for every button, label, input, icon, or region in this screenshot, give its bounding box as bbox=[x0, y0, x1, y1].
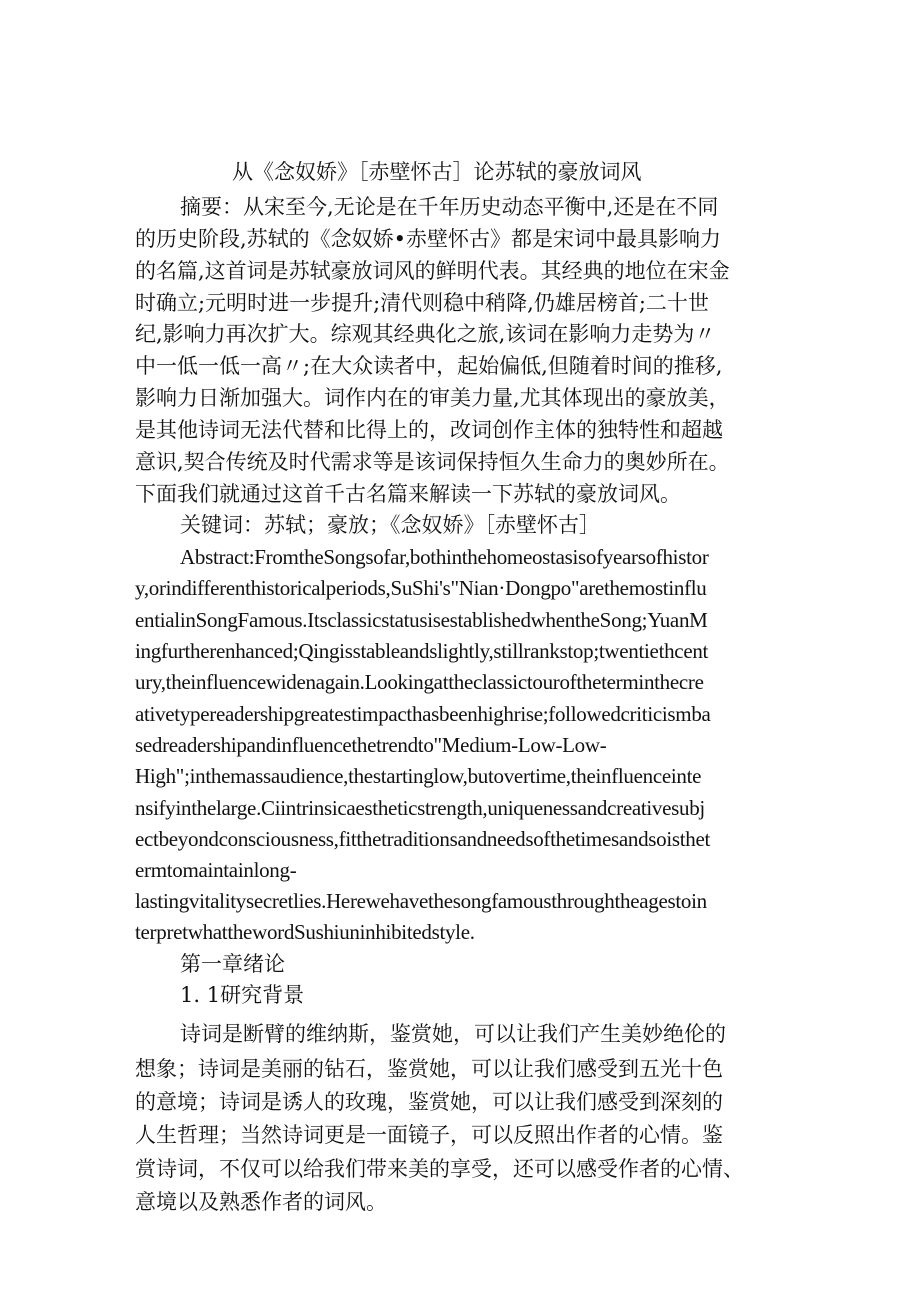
abstract-line: 纪,影响力再次扩大。综观其经典化之旅,该词在影响力走势为〃 bbox=[135, 322, 716, 346]
abstract-en-line: sedreadershipandinfluencethetrendto"Medium-Low-Low- bbox=[135, 733, 607, 757]
abstract-en-line: High";inthemassaudience,thestartinglow,butovertime,theinfluenceinte bbox=[135, 764, 702, 788]
abstract-en-line: nsifyinthelarge.Ciintrinsicaestheticstrength,uniquenessandcreativesubj bbox=[135, 796, 705, 820]
abstract-en-line: entialinSongFamous.ItsclassicstatusisestablishedwhentheSong;YuanM bbox=[135, 608, 708, 632]
abstract-line: 意识,契合传统及时代需求等是该词保持恒久生命力的奥妙所在。 bbox=[135, 450, 730, 474]
abstract-en-line: ativetypereadershipgreatestimpacthasbeenhighrise;followedcriticismba bbox=[135, 702, 711, 726]
abstract-en-line: lastingvitalitysecretlies.Herewehavethesongfamousthroughtheagestoin bbox=[135, 889, 707, 913]
keywords-line: 关键词：苏轼；豪放；《念奴娇》［赤壁怀古］ bbox=[180, 513, 600, 537]
body-line: 想象；诗词是美丽的钻石，鉴赏她，可以让我们感受到五光十色 bbox=[135, 1057, 723, 1081]
abstract-line: 影响力日渐加强大。词作内在的审美力量,尤其体现出的豪放美， bbox=[135, 386, 730, 410]
abstract-line: 中一低一低一高〃;在大众读者中，起始偏低,但随着时间的推移, bbox=[135, 354, 723, 378]
body-line: 诗词是断臂的维纳斯，鉴赏她，可以让我们产生美妙绝伦的 bbox=[180, 1022, 726, 1046]
abstract-line: 下面我们就通过这首千古名篇来解读一下苏轼的豪放词风。 bbox=[135, 482, 681, 506]
abstract-line: 时确立;元明时进一步提升;清代则稳中稍降,仍雄居榜首;二十世 bbox=[135, 291, 709, 315]
body-line: 意境以及熟悉作者的词风。 bbox=[135, 1190, 387, 1214]
abstract-line: 摘要：从宋至今,无论是在千年历史动态平衡中,还是在不同 bbox=[180, 195, 719, 219]
body-line: 的意境；诗词是诱人的玫瑰，鉴赏她，可以让我们感受到深刻的 bbox=[135, 1090, 723, 1114]
abstract-en-line: ermtomaintainlong- bbox=[135, 858, 297, 882]
body-line: 人生哲理；当然诗词更是一面镜子，可以反照出作者的心情。鉴 bbox=[135, 1123, 723, 1147]
abstract-line: 是其他诗词无法代替和比得上的，改词创作主体的独特性和超越 bbox=[135, 418, 723, 442]
abstract-en-line: y,orindifferenthistoricalperiods,SuShi's"Nian·Dongpo"arethemostinflu bbox=[135, 576, 707, 600]
abstract-line: 的历史阶段,苏轼的《念奴娇•赤壁怀古》都是宋词中最具影响力 bbox=[135, 227, 722, 251]
abstract-en-line: ectbeyondconsciousness,fitthetraditionsandneedsofthetimesandsoisthet bbox=[135, 827, 711, 851]
abstract-en-line: Abstract:FromtheSongsofar,bothinthehomeostasisofyearsofhistor bbox=[180, 545, 709, 569]
abstract-en-line: ingfurtherenhanced;Qingisstableandslightly,stillrankstop;twentiethcent bbox=[135, 639, 709, 663]
abstract-en-line: terpretwhatthewordSushiuninhibitedstyle. bbox=[135, 920, 475, 944]
chapter-heading: 第一章绪论 bbox=[180, 952, 285, 976]
section-heading: 1. 1研究背景 bbox=[180, 983, 305, 1007]
document-title: 从《念奴娇》［赤壁怀古］论苏轼的豪放词风 bbox=[232, 160, 642, 184]
abstract-en-line: ury,theinfluencewidenagain.Lookingattheclassictouroftheterminthecre bbox=[135, 670, 704, 694]
abstract-line: 的名篇,这首词是苏轼豪放词风的鲜明代表。其经典的地位在宋金 bbox=[135, 259, 730, 283]
body-line: 赏诗词，不仅可以给我们带来美的享受，还可以感受作者的心情、 bbox=[135, 1157, 744, 1181]
